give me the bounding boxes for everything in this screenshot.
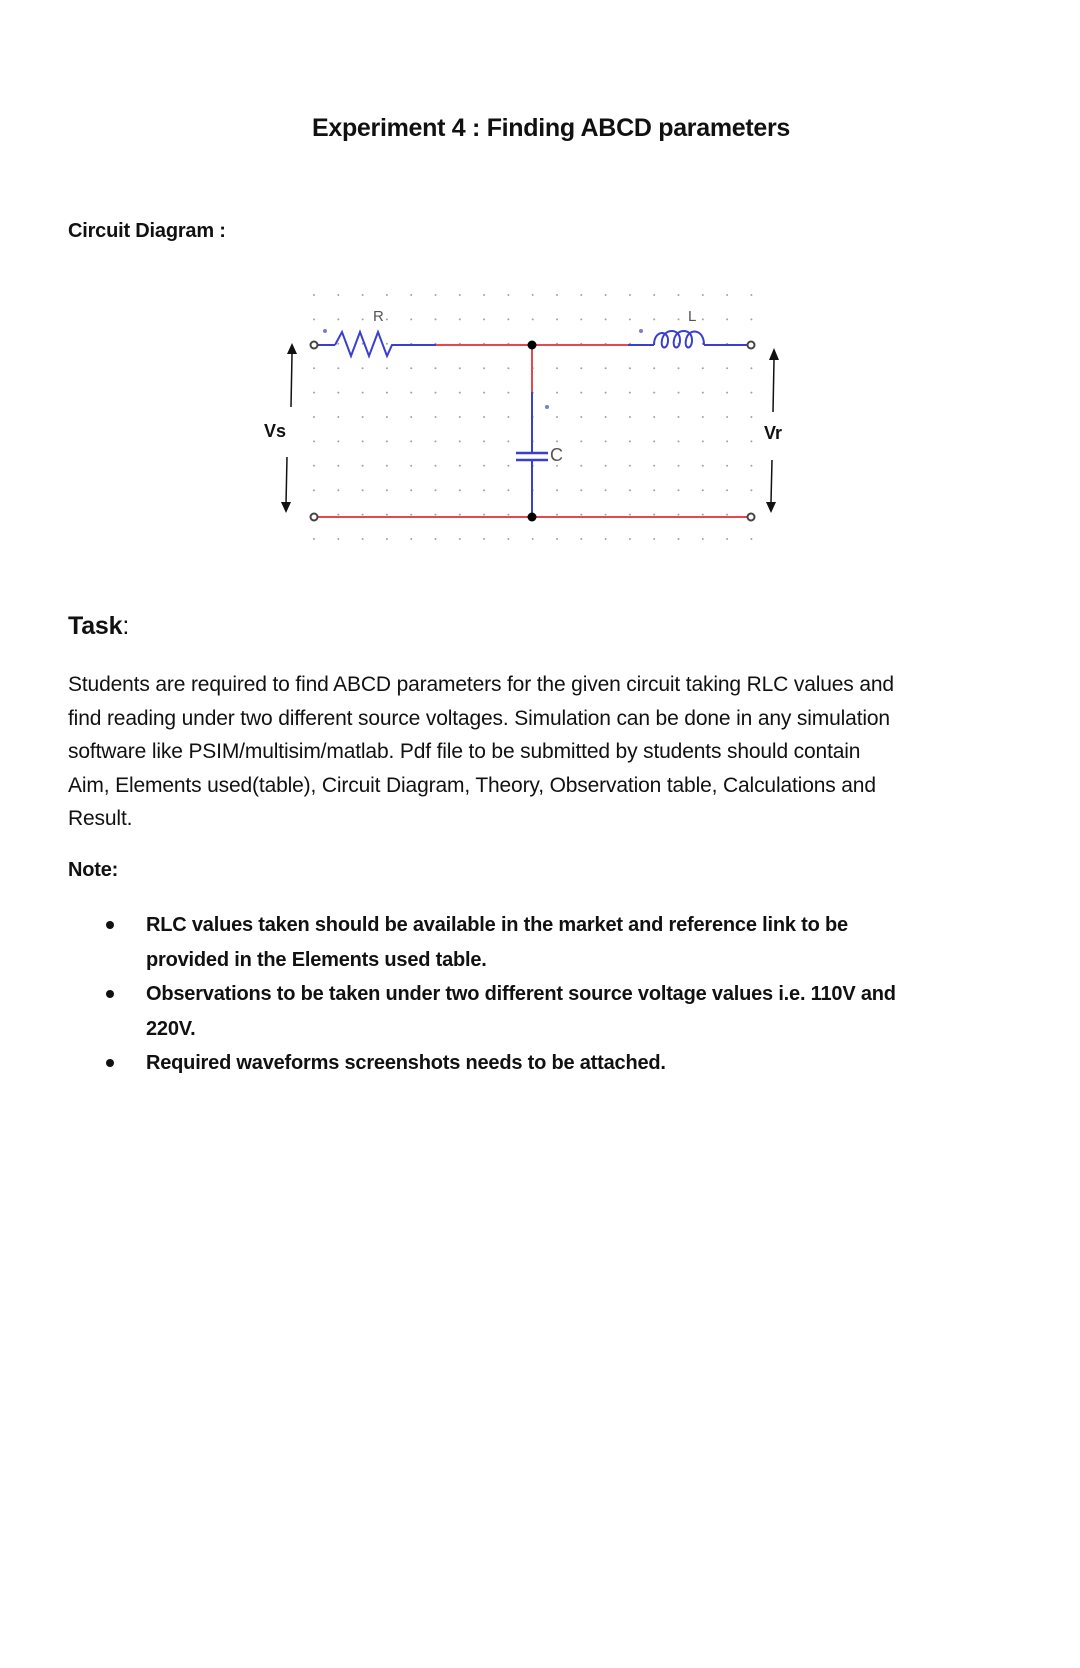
terminal-input-bottom	[311, 514, 318, 521]
note-line: 220V.	[146, 1017, 196, 1040]
circuit-diagram	[240, 280, 800, 550]
vr-arrow-down-icon	[766, 460, 776, 513]
capacitor-label: C	[550, 445, 563, 465]
circuit-diagram-heading: Circuit Diagram :	[68, 220, 226, 242]
vs-label: Vs	[264, 421, 287, 441]
inductor-symbol	[628, 329, 748, 348]
note-heading: Note:	[68, 859, 119, 881]
note-item	[0, 977, 1080, 1046]
bullet-icon	[106, 1059, 114, 1067]
vs-arrow-up-icon	[287, 343, 297, 407]
task-line: software like PSIM/multisim/matlab. Pdf file to be submitted by students should contain	[68, 740, 861, 763]
page-title: Experiment 4 : Finding ABCD parameters	[311, 114, 791, 142]
note-line: Observations to be taken under two different source voltage values i.e. 110V and	[146, 983, 896, 1005]
note-line: Required waveforms screenshots needs to be attached.	[146, 1052, 666, 1074]
task-heading-colon: :	[122, 612, 130, 640]
vs-arrow-down-icon	[281, 457, 291, 513]
terminal-output-bottom	[748, 514, 755, 521]
note-line: provided in the Elements used table.	[146, 948, 487, 971]
junction-bottom-dot	[528, 513, 537, 522]
resistor-symbol	[317, 329, 436, 356]
capacitor-symbol	[516, 392, 549, 517]
task-paragraph	[68, 668, 1038, 836]
terminal-input-top	[311, 342, 318, 349]
task-heading-text: Task	[68, 612, 123, 640]
note-list	[0, 908, 1080, 1081]
task-line: Result.	[68, 807, 133, 830]
bullet-icon	[106, 921, 114, 929]
junction-top-dot	[528, 341, 537, 350]
resistor-label: R	[373, 308, 384, 325]
note-line: RLC values taken should be available in the market and reference link to be	[146, 914, 848, 936]
note-item	[0, 1046, 1080, 1081]
task-line: Aim, Elements used(table), Circuit Diagram, Theory, Observation table, Calculations and	[68, 773, 876, 797]
task-heading	[68, 612, 129, 641]
note-item	[0, 908, 1080, 977]
task-line: Students are required to find ABCD parameters for the given circuit taking RLC values and	[68, 673, 894, 696]
bullet-icon	[106, 990, 114, 998]
vr-label: Vr	[764, 423, 783, 443]
terminal-output-top	[748, 342, 755, 349]
task-line: find reading under two different source voltages. Simulation can be done in any simulation	[68, 706, 890, 730]
inductor-label: L	[688, 308, 697, 325]
circuit-schematic	[240, 280, 800, 550]
vr-arrow-up-icon	[769, 348, 779, 412]
